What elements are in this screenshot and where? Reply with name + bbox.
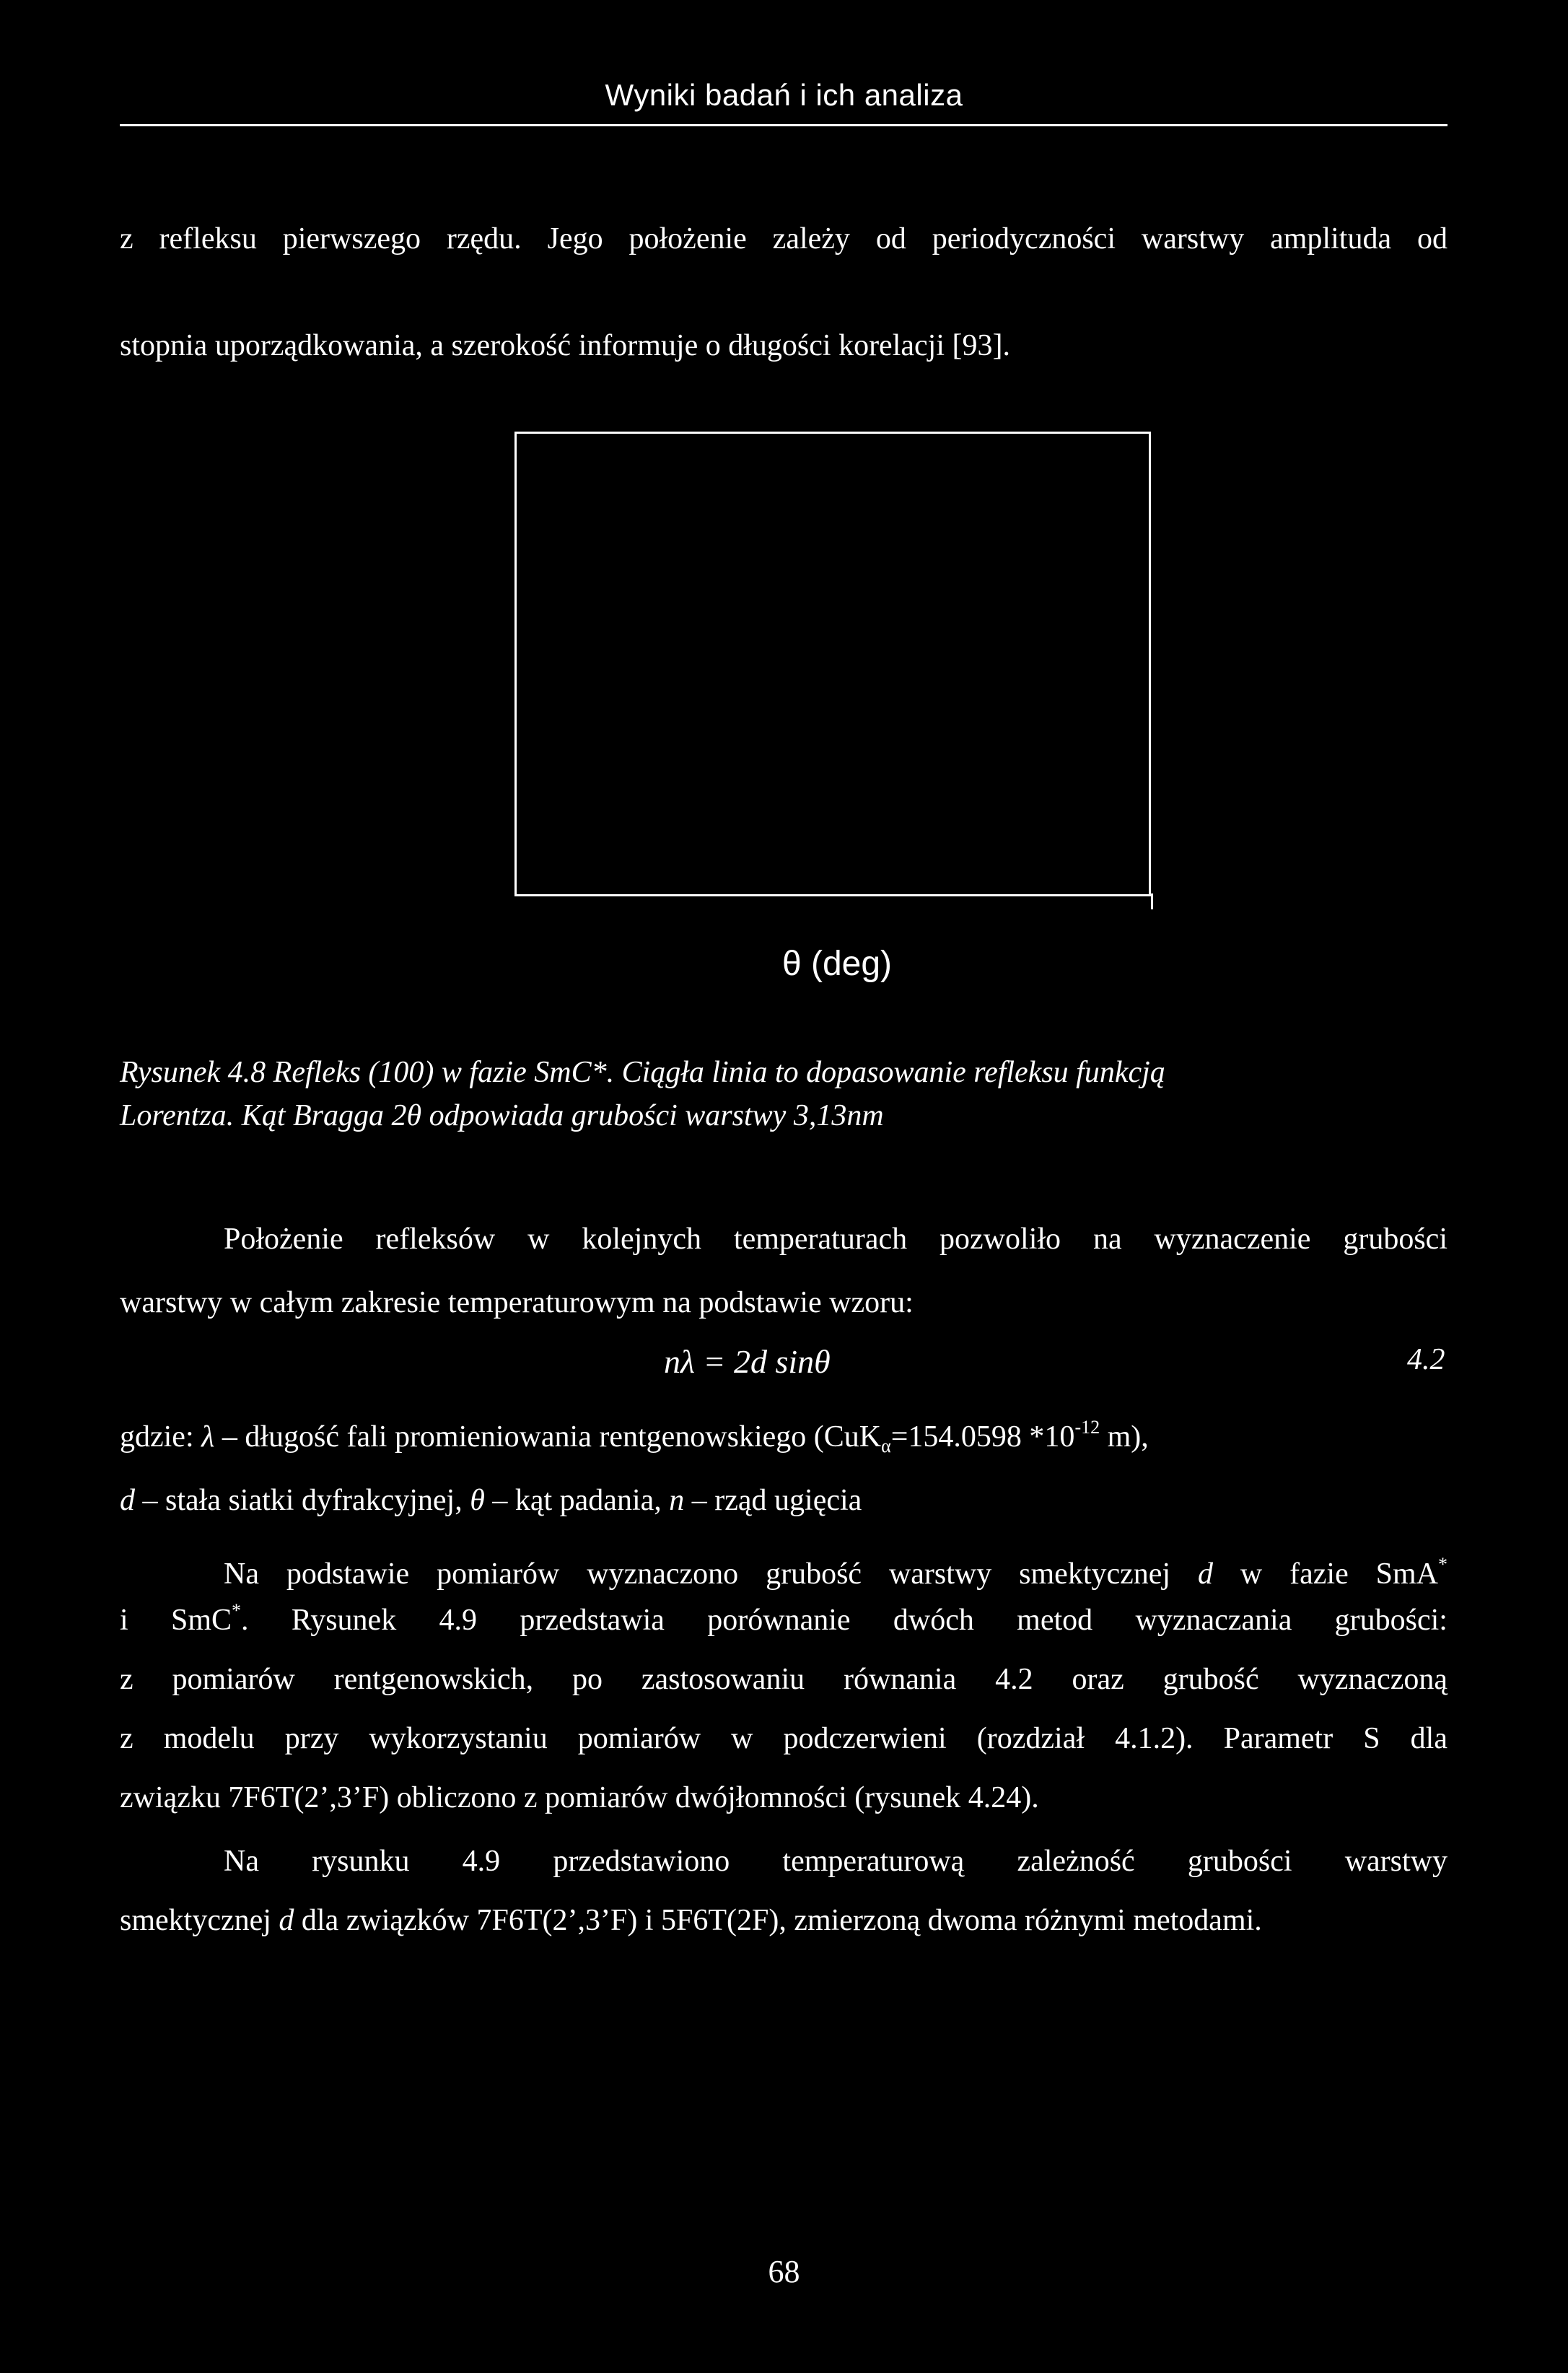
exponent: -12: [1074, 1417, 1100, 1438]
paragraph-2-line-4: z modelu przy wykorzystaniu pomiarów w podczerwieni (rozdział 4.1.2). Parametr S dla: [120, 1722, 1447, 1755]
d-symbol: d: [120, 1484, 135, 1517]
alpha-subscript: α: [881, 1435, 891, 1456]
equation-number: 4.2: [1407, 1343, 1445, 1376]
bragg-equation: nλ = 2d sinθ: [664, 1343, 831, 1380]
unit-text: m),: [1100, 1420, 1149, 1454]
page-number: 68: [768, 2254, 800, 2289]
p2-l1-text-a: Na podstawie pomiarów wyznaczono grubość warstwy smektycznej: [224, 1557, 1198, 1591]
paragraph-1-line-2: warstwy w całym zakresie temperaturowym na podstawie wzoru:: [120, 1286, 914, 1319]
paragraph-1-line-1: Położenie refleksów w kolejnych temperaturach pozwoliło na wyznaczenie grubości: [224, 1223, 1447, 1256]
p2-l1-text-b: w fazie SmA: [1213, 1557, 1438, 1591]
figure-caption-line-1: Rysunek 4.8 Refleks (100) w fazie SmC*. Ciągła linia to dopasowanie refleksu funkcją: [120, 1056, 1165, 1089]
theta-text: – kąt padania,: [484, 1484, 670, 1517]
p3-l2-text-b: dla związków 7F6T(2’,3’F) i 5F6T(2F), zmierzoną dwoma różnymi metodami.: [294, 1904, 1262, 1937]
figure-plot-frame: [514, 432, 1151, 896]
paragraph-2-line-5: związku 7F6T(2’,3’F) obliczono z pomiarów dwójłomności (rysunek 4.24).: [120, 1781, 1039, 1814]
p3-l2-text-a: smektycznej: [120, 1904, 279, 1937]
lambda-symbol: λ: [201, 1420, 215, 1454]
running-header: Wyniki badań i ich analiza: [605, 78, 963, 112]
figure-axis-tick: [1151, 893, 1153, 909]
p2-l2-text-b: . Rysunek 4.9 przedstawia porównanie dwóch metod wyznaczania grubości:: [241, 1604, 1447, 1637]
n-text: – rząd ugięcia: [684, 1484, 862, 1517]
p3-l2-d-symbol: d: [279, 1904, 294, 1937]
definition-d-theta-n: [120, 1485, 862, 1516]
gdzie-prefix: gdzie:: [120, 1420, 202, 1454]
paragraph-2-line-2: [120, 1600, 1447, 1637]
intro-line-2: stopnia uporządkowania, a szerokość informuje o długości korelacji [93].: [120, 329, 1010, 362]
paragraph-3-line-1: Na rysunku 4.9 przedstawiono temperaturową zależność grubości warstwy: [224, 1845, 1447, 1878]
theta-symbol: θ: [470, 1484, 485, 1517]
p2-l2-star: *: [232, 1600, 242, 1621]
p2-l1-d-symbol: d: [1198, 1557, 1213, 1591]
n-symbol: n: [669, 1484, 685, 1517]
header-rule: [120, 124, 1447, 126]
definition-lambda: [120, 1417, 1149, 1456]
d-text: – stała siatki dyfrakcyjnej,: [135, 1484, 470, 1517]
paragraph-3-line-2: [120, 1905, 1262, 1936]
p2-l2-text-a: i SmC: [120, 1604, 232, 1637]
figure-caption-line-2: Lorentza. Kąt Bragga 2θ odpowiada grubości warstwy 3,13nm: [120, 1099, 884, 1132]
intro-line-1: z refleksu pierwszego rzędu. Jego położenie zależy od periodyczności warstwy amplituda od: [120, 222, 1447, 255]
p2-l1-star: *: [1437, 1554, 1447, 1575]
paragraph-2-line-1: [224, 1554, 1447, 1591]
value-text: =154.0598 *10: [890, 1420, 1075, 1454]
figure-x-axis-label: θ (deg): [781, 945, 893, 983]
paragraph-2-line-3: z pomiarów rentgenowskich, po zastosowaniu równania 4.2 oraz grubość wyznaczoną: [120, 1663, 1447, 1696]
lambda-text: – długość fali promieniowania rentgenowskiego (CuK: [214, 1420, 882, 1454]
